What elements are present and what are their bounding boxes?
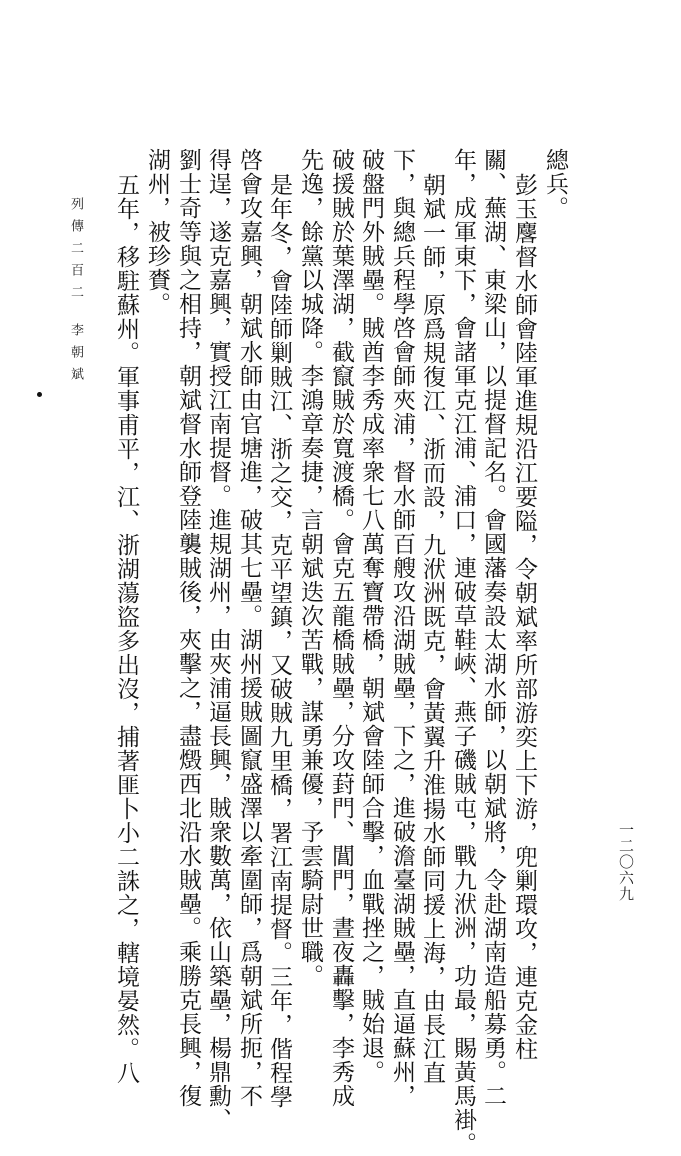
text-column-9: 先逸，餘黨以城降。李鴻章奏捷，言朝斌迭次苦戰，謀勇兼優，予雲騎尉世職。 <box>297 148 323 988</box>
text-column-7: 破盤門外賊壘。賊酋李秀成率衆七八萬奪寶帶橋，朝斌會陸師合擊，血戰挫之，賊始退。 <box>358 148 384 1084</box>
text-column-4: 年，成軍東下，會諸軍克江浦、浦口，連破草鞋峽、燕子磯賊屯，戰九洑洲，功最，賜黃馬褂。 <box>450 148 476 1156</box>
text-column-12: 得逞，遂克嘉興，實授江南提督。進規湖州，由夾浦逼長興，賊衆數萬，依山築壘，楊鼎勳、 <box>205 148 231 1132</box>
text-column-14: 湖州，被珍賚。 <box>144 148 170 316</box>
text-column-5: 朝斌一師，原爲規復江、浙而設，九洑洲既克，會黃翼升淮揚水師同援上海，由長江直 <box>419 173 445 1085</box>
text-column-13: 劉士奇等與之相持，朝斌督水師登陸襲賊後，夾擊之，盡燬西北沿水賊壘。乘勝克長興，復 <box>175 148 201 1108</box>
page-number: 一二〇六九 <box>617 822 635 902</box>
text-column-2: 彭玉麐督水師會陸軍進規沿江要隘，令朝斌率所部游奕上下游，兜剿環攻，連克金柱 <box>511 173 537 1061</box>
text-column-15: 五年，移駐蘇州。軍事甫平，江、浙湖蕩盜多出沒，捕著匪卜小二誅之，轄境晏然。八 <box>113 173 139 1085</box>
text-column-11: 啓會攻嘉興，朝斌水師由官塘進，破其七壘。湖州援賊圖竄盛澤以牽圍師，爲朝斌所扼，不 <box>236 148 262 1108</box>
text-column-1: 總兵。 <box>542 148 568 220</box>
running-head-name: 李朝斌 <box>68 323 83 389</box>
text-column-10: 是年冬，會陸師剿賊江、浙之交，克平望鎮，又破賊九里橋，署江南提督。三年，偕程學 <box>266 173 292 1109</box>
running-head-section: 列傳二百二 <box>68 197 83 307</box>
text-column-8: 破援賊於葉澤湖，截竄賊於寬渡橋。會克五龍橋賊壘，分攻葑門、閶門，晝夜轟擊，李秀成 <box>328 148 354 1108</box>
text-column-6: 下，與總兵程學啓會師夾浦，督水師百艘攻沿湖賊壘，下之，進破澹臺湖賊壘，直逼蘇州， <box>389 148 415 1108</box>
ink-dot <box>37 392 42 397</box>
text-column-3: 關、蕪湖、東梁山，以提督記名。會國藩奏設太湖水師，以朝斌將，令赴湖南造船募勇。二 <box>480 148 506 1108</box>
